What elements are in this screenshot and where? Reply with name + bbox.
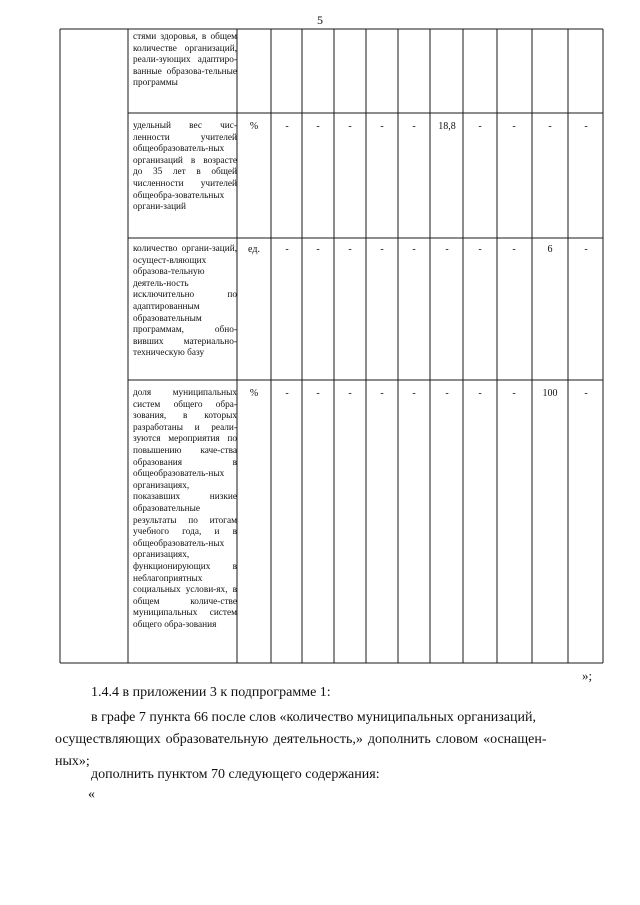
table-row-3-value: 100 xyxy=(542,388,558,399)
table-row-3-value: - xyxy=(584,388,588,399)
table-row-0-indicator: стями здоровья, в общем количестве организаций, реали-зующих адаптиро-ванные образова-тельные программы xyxy=(133,32,237,89)
table-row-2-value: - xyxy=(512,244,516,255)
table-row-3-value: - xyxy=(412,388,416,399)
table-row-1-value: - xyxy=(478,121,482,132)
table-row-1-value: - xyxy=(348,121,352,132)
table-row-3-value: - xyxy=(316,388,320,399)
table-row-2-value: - xyxy=(380,244,384,255)
paragraph-1-line-1: в графе 7 пункта 66 после слов «количество муниципальных организаций, xyxy=(91,710,536,725)
table-row-2-value: - xyxy=(285,244,289,255)
table-row-3-value: - xyxy=(285,388,289,399)
table-row-3-indicator: доля муниципальных систем общего обра-зования, в которых разработаны и реали-зуются мероприятия по повышению каче-ства образования в общеобразователь-ных организациях, показавших низкие образовательные результаты по итогам учебного года, и в общеобразователь-ных организациях, функционирующих в неблагоприятных социальных услови-ях, в общем количе-стве муниципальных систем общего обра-зования xyxy=(133,388,237,630)
table-row-1-value: - xyxy=(584,121,588,132)
table-row-3-value: - xyxy=(445,388,449,399)
paragraph-1-line-3: ных»; xyxy=(55,754,90,769)
table-row-1-value: 18,8 xyxy=(438,121,456,132)
table-row-2-value: - xyxy=(445,244,449,255)
page-number: 5 xyxy=(317,13,323,27)
table-row-1-indicator: удельный вес чис-ленности учителей общеобразователь-ных организаций в возрасте до 35 лет в общей численности учителей общеобра-зовательных органи-заций xyxy=(133,121,237,213)
table-row-2-value: - xyxy=(478,244,482,255)
table-row-2-unit: ед. xyxy=(248,244,260,255)
table-row-3-unit: % xyxy=(249,388,259,399)
opening-quote: « xyxy=(88,787,95,802)
paragraph-1-line-2: осуществляющих образовательную деятельность,» дополнить словом «оснащен- xyxy=(55,732,547,747)
table-row-3-value: - xyxy=(348,388,352,399)
table-row-2-value: - xyxy=(348,244,352,255)
table-row-1-value: - xyxy=(512,121,516,132)
table-row-2-value: - xyxy=(584,244,588,255)
table-row-1-value: - xyxy=(380,121,384,132)
paragraph-2: дополнить пунктом 70 следующего содержания: xyxy=(91,767,380,782)
table-row-1-value: - xyxy=(548,121,552,132)
table-row-1-value: - xyxy=(412,121,416,132)
table-row-2-indicator: количество органи-заций, осущест-вляющих образова-тельную деятель-ность исключительно по адаптированным образовательным программам, обно-вивших материально-техническую базу xyxy=(133,244,237,359)
table-row-2-value: - xyxy=(412,244,416,255)
item-heading: 1.4.4 в приложении 3 к подпрограмме 1: xyxy=(91,685,331,700)
table-row-1-unit: % xyxy=(249,121,259,132)
table-closing-quote: »; xyxy=(582,668,593,683)
table-row-3-value: - xyxy=(512,388,516,399)
table-row-2-value: 6 xyxy=(547,244,553,255)
table-row-3-value: - xyxy=(380,388,384,399)
table-row-2-value: - xyxy=(316,244,320,255)
table-row-3-value: - xyxy=(478,388,482,399)
table-row-1-value: - xyxy=(285,121,289,132)
table-row-1-value: - xyxy=(316,121,320,132)
